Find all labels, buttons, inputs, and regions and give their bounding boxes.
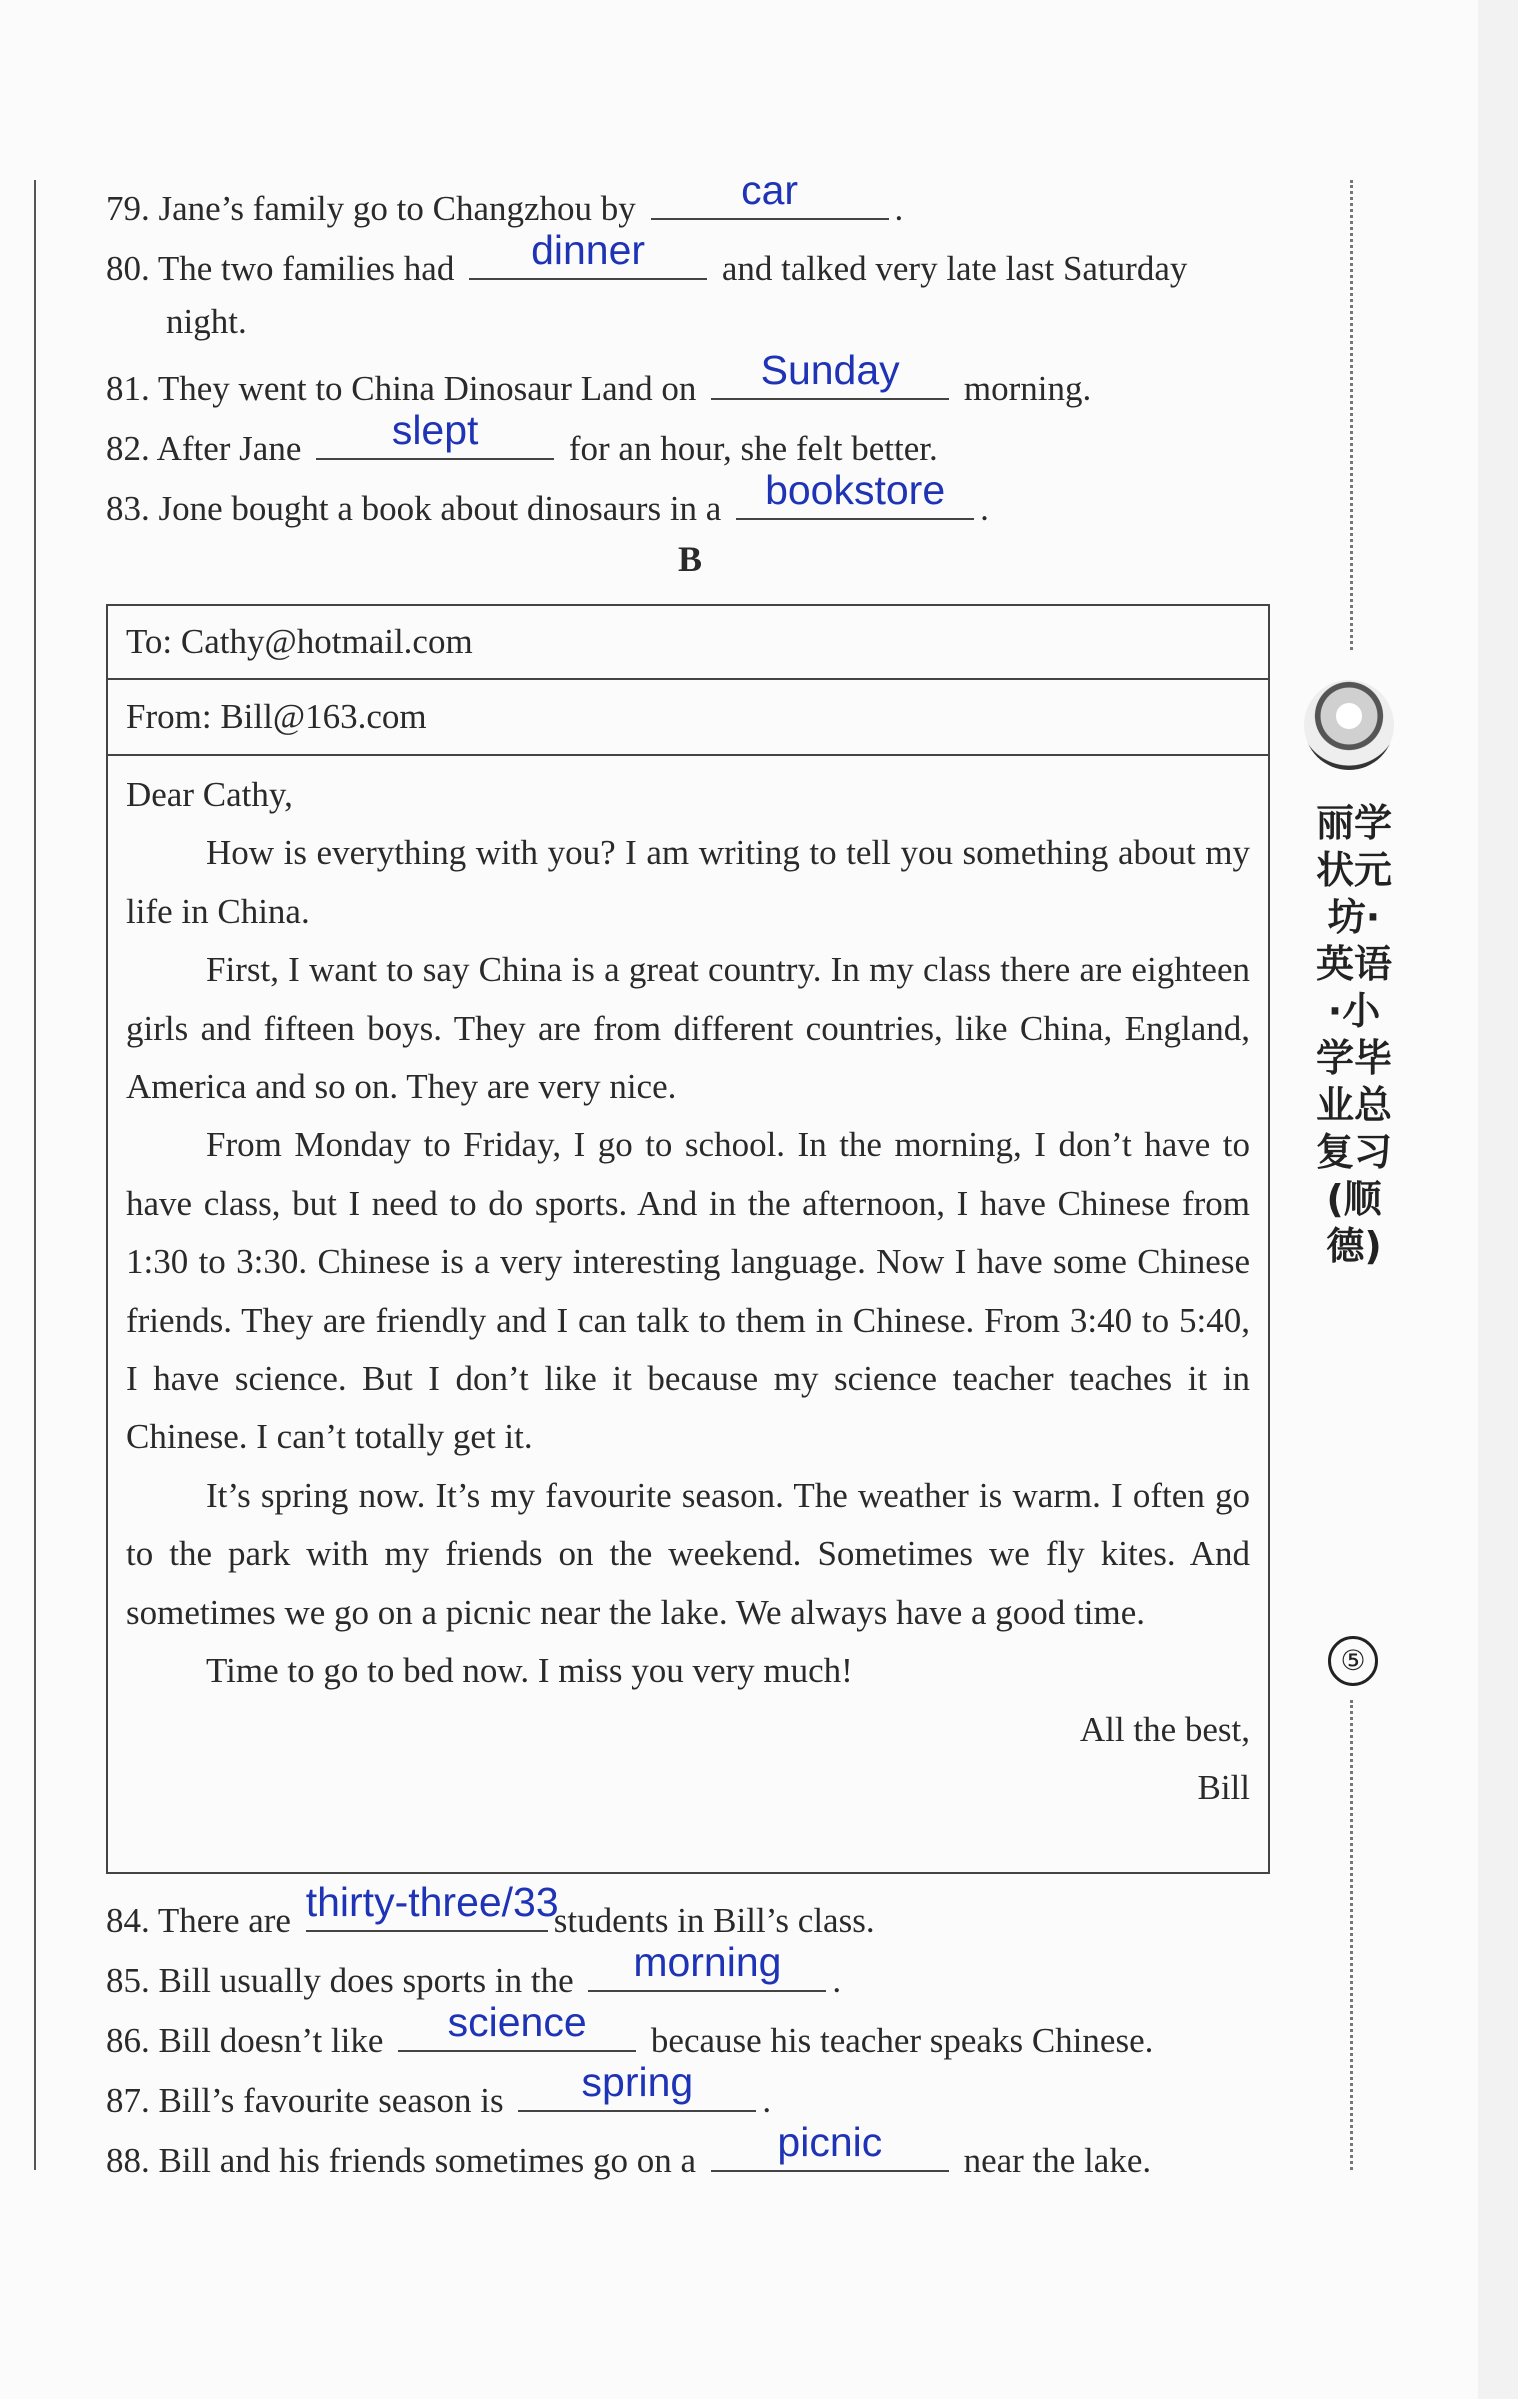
question-84: 84. There are thirty-three/33 students in Bill’s class. [106,1879,875,1940]
question-85: 85. Bill usually does sports in the morning . [106,1939,842,2000]
question-81: 81. They went to China Dinosaur Land on Sunday morning. [106,347,1092,408]
email-signature: Bill [1197,1767,1250,1807]
answer-79: car [741,167,799,213]
answer-blank-79[interactable] [651,167,889,220]
dotted-line-bottom [1350,1700,1353,2170]
page-edge [1478,0,1518,2399]
logo-badge-icon [1304,680,1394,770]
left-margin-rule [34,180,36,2170]
answer-blank-83[interactable] [736,467,974,520]
answer-85: morning [633,1939,782,1985]
answer-84: thirty-three/33 [305,1879,559,1925]
email-paragraph-2: First, I want to say China is a great country. In my class there are eighteen girls and fifteen boys. They are from different countries, like China, England, America and so on. They are very nice. [126,950,1250,1107]
answer-blank-87[interactable] [518,2059,756,2112]
question-83: 83. Jone bought a book about dinosaurs in a bookstore . [106,467,989,528]
answer-80: dinner [531,227,646,273]
email-body [126,766,1250,1817]
answer-81: Sunday [760,347,900,393]
question-82: 82. After Jane slept for an hour, she felt better. [106,407,938,468]
answer-88: picnic [777,2119,883,2165]
dotted-line-top [1350,180,1353,650]
question-80: 80. The two families had dinner and talked very late last Saturday [106,227,1188,288]
page-number: ⑤ [1328,1636,1378,1686]
answer-83: bookstore [765,467,946,513]
email-closing: All the best, [1079,1709,1250,1749]
answer-blank-88[interactable] [711,2119,949,2172]
email-greeting: Dear Cathy, [126,775,293,814]
answer-blank-85[interactable] [588,1939,826,1992]
answer-blank-84[interactable] [305,1879,559,1932]
section-b-heading: B [677,539,702,579]
email-paragraph-4: It’s spring now. It’s my favourite season. The weather is warm. I often go to the park with my friends on the weekend. Sometimes we fly kites. And sometimes we go on a picnic near the lake. We always have a good time. [126,1475,1250,1632]
answer-blank-81[interactable] [711,347,949,400]
answer-86: science [447,1999,587,2045]
email-box [106,604,1270,1874]
answer-blank-86[interactable] [398,1999,636,2052]
answer-blank-82[interactable] [316,407,554,460]
answer-82: slept [391,407,479,453]
email-paragraph-3: From Monday to Friday, I go to school. In the morning, I don’t have to have class, but I need to do sports. And in the afternoon, I have Chinese from 1:30 to 3:30. Chinese is a very interesting language. Now I have some Chinese friends. They are friendly and I can talk to them in Chinese. From 3:40 to 5:40, I have science. But I don’t like it because my science teacher teaches it in Chinese. I can’t totally get it. [126,1125,1250,1457]
email-paragraph-5: Time to go to bed now. I miss you very much! [206,1651,853,1691]
question-88: 88. Bill and his friends sometimes go on a picnic near the lake. [106,2119,1152,2180]
sidebar [1290,0,1420,2399]
question-87: 87. Bill’s favourite season is spring . [106,2059,772,2120]
book-title-vertical: 丽学状元坊·英语·小学毕业总复习(顺德) [1315,801,1392,1268]
answer-blank-80[interactable] [469,227,707,280]
question-86: 86. Bill doesn’t like science because his teacher speaks Chinese. [106,1999,1154,2060]
email-to-row: To: Cathy@hotmail.com [108,606,1268,680]
question-80-continued: night. [166,302,247,341]
answer-87: spring [581,2059,694,2105]
email-from-row: From: Bill@163.com [108,680,1268,756]
email-paragraph-1: How is everything with you? I am writing to tell you something about my life in China. [126,833,1250,931]
question-79: 79. Jane’s family go to Changzhou by car . [106,167,904,228]
